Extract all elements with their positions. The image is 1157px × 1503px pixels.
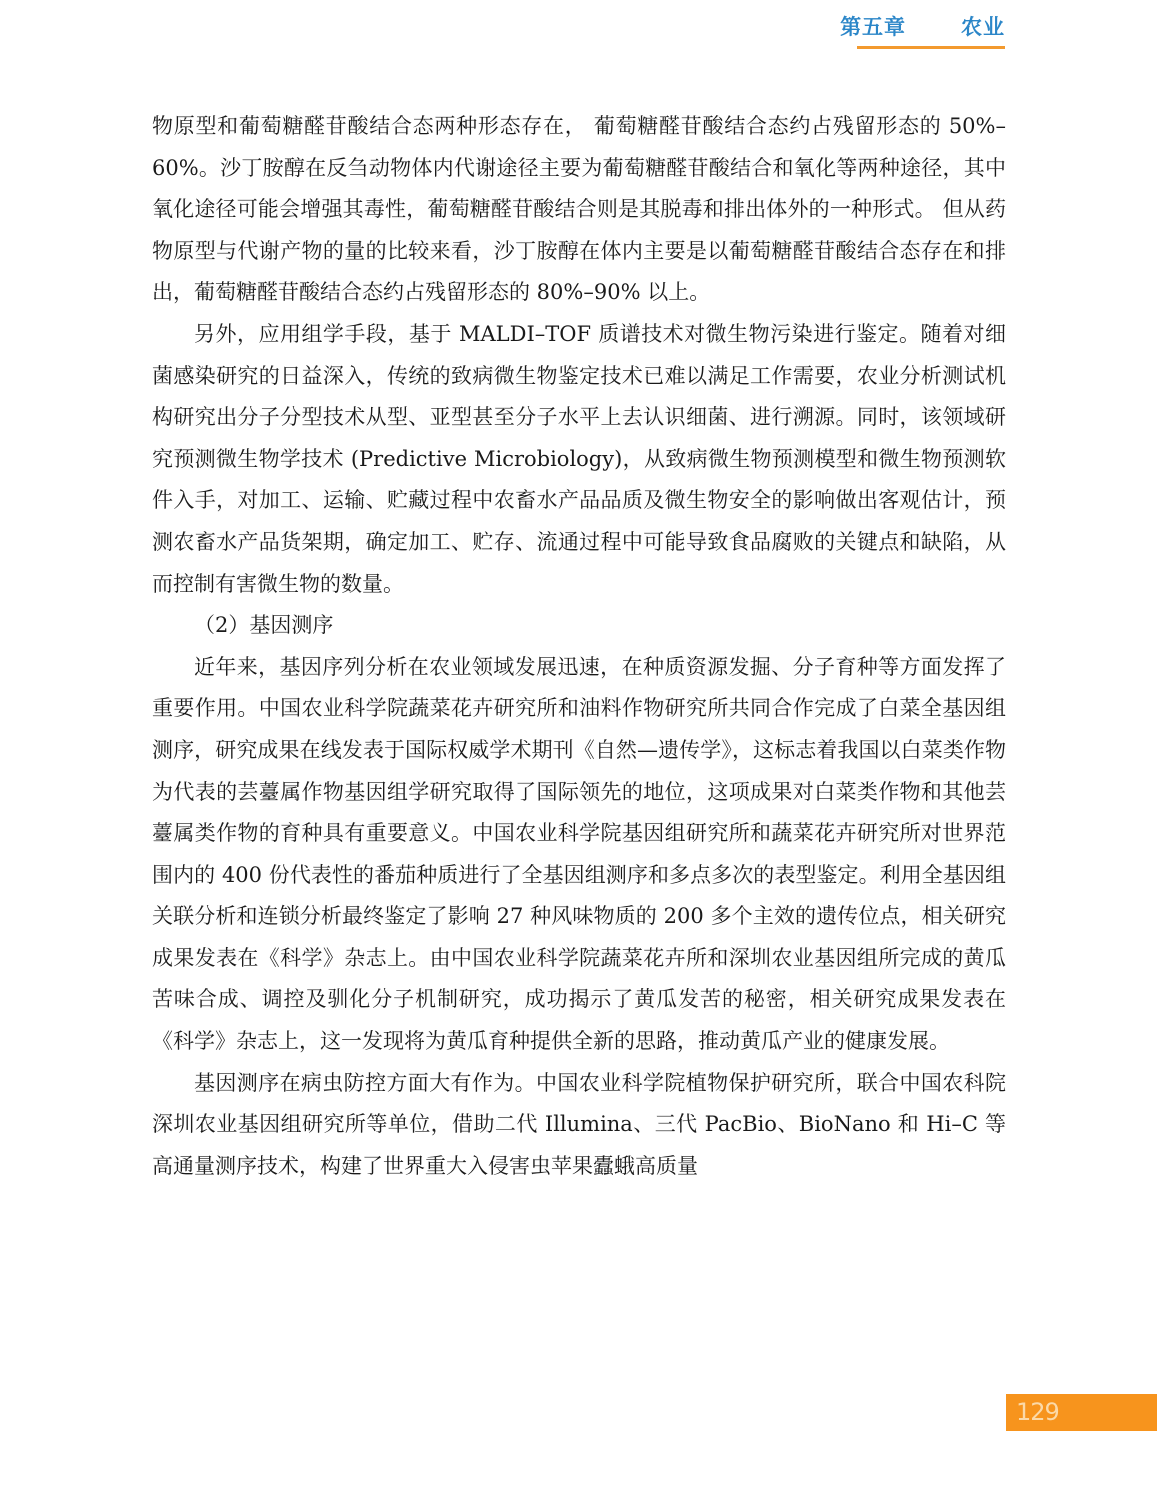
running-header — [840, 12, 1005, 49]
paragraph-continued: 物原型和葡萄糖醛苷酸结合态两种形态存在， 葡萄糖醛苷酸结合态约占残留形态的 50%–60%。沙丁胺醇在反刍动物体内代谢途径主要为葡萄糖醛苷酸结合和氧化等两种途径，其中氧化途径可能会增强其毒性，葡萄糖醛苷酸结合则是其脱毒和排出体外的一种形式。 但从药物原型与代谢产物的量的比较来看，沙丁胺醇在体内主要是以葡萄糖醛苷酸结合态存在和排出，葡萄糖醛苷酸结合态约占残留形态的 80%–90% 以上。 — [152, 114, 1006, 305]
page-number-badge — [1006, 1394, 1157, 1431]
paragraph-pest-control: 基因测序在病虫防控方面大有作为。中国农业科学院植物保护研究所，联合中国农科院深圳农业基因组研究所等单位，借助二代 Illumina、三代 PacBio、BioNano 和 Hi–C 等高通量测序技术，构建了世界重大入侵害虫苹果蠹蛾高质量 — [152, 1070, 1006, 1178]
header-underline — [857, 46, 1005, 49]
paragraph-maldi-tof: 另外，应用组学手段，基于 MALDI–TOF 质谱技术对微生物污染进行鉴定。随着对细菌感染研究的日益深入，传统的致病微生物鉴定技术已难以满足工作需要，农业分析测试机构研究出分子分型技术从型、亚型甚至分子水平上去认识细菌、进行溯源。同时，该领域研究预测微生物学技术 (Predictive Microbiology)，从致病微生物预测模型和微生物预测软件入手，对加工、运输、贮藏过程中农畜水产品品质及微生物安全的影响做出客观估计，预测农畜水产品货架期，确定加工、贮存、流通过程中可能导致食品腐败的关键点和缺陷，从而控制有害微生物的数量。 — [152, 321, 1006, 596]
section-heading: （2）基因测序 — [194, 613, 334, 638]
page-number: 129 — [1016, 1398, 1059, 1426]
paragraph-gene-sequencing: 近年来，基因序列分析在农业领域发展迅速，在种质资源发掘、分子育种等方面发挥了重要作用。中国农业科学院蔬菜花卉研究所和油料作物研究所共同合作完成了白菜全基因组测序，研究成果在线发表于国际权威学术期刊《自然—遗传学》，这标志着我国以白菜类作物为代表的芸薹属作物基因组学研究取得了国际领先的地位，这项成果对白菜类作物和其他芸薹属类作物的育种具有重要意义。中国农业科学院基因组研究所和蔬菜花卉研究所对世界范围内的 400 份代表性的番茄种质进行了全基因组测序和多点多次的表型鉴定。利用全基因组关联分析和连锁分析最终鉴定了影响 27 种风味物质的 200 多个主效的遗传位点，相关研究成果发表在《科学》杂志上。由中国农业科学院蔬菜花卉所和深圳农业基因组所完成的黄瓜苦味合成、调控及驯化分子机制研究，成功揭示了黄瓜发苦的秘密，相关研究成果发表在《科学》杂志上，这一发现将为黄瓜育种提供全新的思路，推动黄瓜产业的健康发展。 — [152, 654, 1006, 1054]
page-body — [152, 106, 1006, 1187]
chapter-title: 第五章 农业 — [840, 15, 1005, 39]
